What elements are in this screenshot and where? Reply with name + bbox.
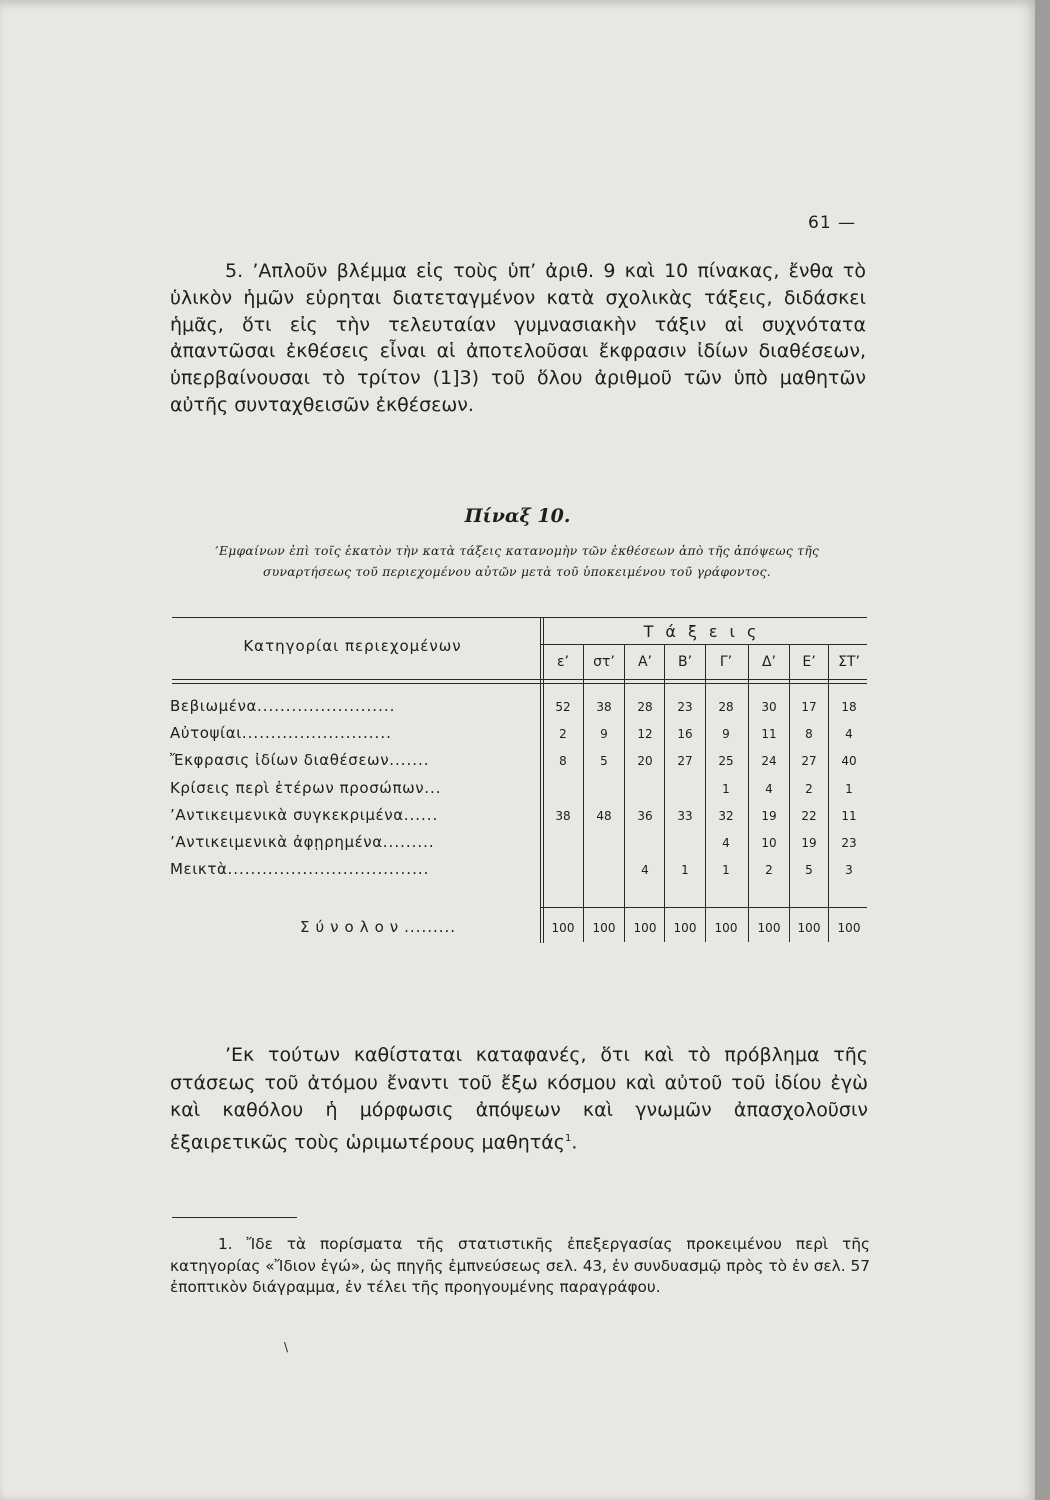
category-divider [540, 617, 541, 943]
col-divider [624, 645, 625, 942]
table-cell: 40 [841, 754, 857, 769]
footnote: 1. Ἴδε τὰ πορίσματα τῆς στατιστικῆς ἐπεξεργασίας προκειμένου περὶ τῆς κατηγορίας «Ἴδιον ἐγώ», ὡς πηγῆς ἐμπνεύσεως σελ. 43, ἐν συνδυασμῷ πρὸς τὸ ἐν σελ. 57 ἐποπτικὸν διάγραμμα, ἐν τέλει τῆς προηγουμένης παραγράφου. [170, 1235, 870, 1296]
page-number: 61 — [808, 213, 857, 233]
classes-header: Τάξεις [643, 622, 769, 641]
table-cell: 8 [805, 727, 813, 742]
total-row-label: Σύνολον......... [300, 918, 457, 936]
column-header: Α’ [637, 654, 653, 670]
column-header: ΣΤ’ [838, 654, 860, 670]
table-cell: 28 [718, 700, 734, 714]
table-cell: 4 [722, 836, 730, 850]
table-subtitle: ’Εμφαίνων ἐπὶ τοῖς ἑκατὸν τὴν κατὰ τάξεις κατανομὴν τῶν ἐκθέσεων ἀπὸ τῆς ἀπόψεως τῆς συναρτήσεως τοῦ περιεχομένου αὐτῶν μετὰ τοῦ ὑποκειμένου τοῦ γράφοντος. [214, 544, 820, 579]
table-cell: 28 [637, 700, 653, 714]
table-cell: 3 [845, 863, 853, 878]
table-cell: 52 [555, 700, 571, 714]
table-cell: 2 [559, 727, 567, 742]
classes-underline [541, 644, 867, 645]
table-cell: 11 [841, 808, 857, 823]
category-header: Κατηγορίαι περιεχομένων [243, 637, 462, 655]
total-cell: 100 [592, 921, 616, 935]
table-title: Πίναξ 10. [464, 505, 571, 527]
table-cell: 1 [722, 781, 730, 796]
column-header: Γ’ [719, 654, 733, 670]
table-cell: 11 [761, 727, 777, 742]
table-row-label: Μεικτὰ................................... [170, 860, 430, 879]
table-row-label: ’Αντικειμενικὰ συγκεκριμένα...... [170, 805, 439, 824]
table-cell: 20 [637, 754, 653, 769]
table-cell: 4 [765, 781, 773, 796]
table-cell: 4 [641, 863, 649, 878]
table-cell: 38 [555, 808, 571, 823]
total-cell: 100 [633, 921, 657, 935]
table-cell: 2 [805, 781, 813, 796]
total-cell: 100 [837, 921, 861, 935]
table-cell: 25 [718, 754, 734, 769]
paragraph-2: ’Εκ τούτων καθίσταται καταφανές, ὅτι καὶ τὸ πρόβλημα τῆς στάσεως τοῦ ἀτόμου ἔναντι τοῦ ἔξω κόσμου καὶ αὐτοῦ τοῦ ἰδίου ἐγὼ καὶ καθόλου ἡ μόρφωσις ἀπόψεων καὶ γνωμῶν ἀπασχολοῦσιν ἐξαιρετικῶς τοὺς ὡριμωτέρους μαθητάς$^1$. [170, 1044, 868, 1153]
table-row-label: Βεβιωμένα........................ [170, 697, 396, 715]
footnote-rule [172, 1217, 297, 1218]
table-cell: 8 [559, 754, 567, 769]
header-bottom-rule-2 [172, 683, 867, 684]
total-cell: 100 [673, 921, 697, 935]
table-cell: 19 [801, 836, 817, 850]
table-row-label: Ἔκφρασις ἰδίων διαθέσεων....... [170, 751, 430, 770]
table-cell: 33 [677, 808, 693, 823]
table-cell: 30 [761, 700, 777, 714]
total-cell: 100 [797, 921, 821, 935]
table-cell: 36 [637, 808, 653, 823]
table-cell: 24 [761, 754, 777, 769]
table-cell: 32 [718, 808, 734, 823]
table-cell: 9 [600, 727, 608, 742]
table-cell: 23 [677, 700, 693, 714]
column-header: Ε’ [802, 654, 816, 670]
total-cell: 100 [551, 921, 575, 935]
table-row-label: Αὐτοψίαι.......................... [170, 724, 392, 743]
footnote-marker: 1 [564, 1132, 572, 1144]
paragraph-1: 5. ’Απλοῦν βλέμμα εἰς τοὺς ὑπ’ ἀριθ. 9 καὶ 10 πίνακας, ἔνθα τὸ ὑλικὸν ἡμῶν εὑρηται διατεταγμένον κατὰ σχολικὰς τάξεις, διδάσκει ἡμᾶς, ὅτι εἰς τὴν τελευταίαν γυμνασιακὴν τάξιν αἱ συχνότατα ἀπαντῶσαι ἐκθέσεις εἶναι αἱ ἀποτελοῦσαι ἔκφρασιν ἰδίων διαθέσεων, ὑπερβαίνουσαι τὸ τρίτον (1]3) τοῦ ὅλου ἀριθμοῦ τῶν ὑπὸ μαθητῶν αὐτῆς συνταχθεισῶν ἐκθέσεων. [170, 260, 866, 416]
column-header: Δ’ [761, 654, 777, 670]
table-cell: 1 [845, 781, 853, 796]
col-divider [583, 645, 584, 942]
table-cell: 27 [677, 754, 693, 769]
table-cell: 22 [801, 808, 817, 823]
table-cell: 17 [801, 700, 817, 714]
column-header: ε’ [556, 654, 570, 670]
table-cell: 23 [841, 836, 857, 850]
table-cell: 19 [761, 808, 777, 823]
header-bottom-rule [172, 679, 867, 680]
total-cell: 100 [757, 921, 781, 935]
table-cell: 48 [596, 808, 612, 823]
table-row-label: ’Αντικειμενικὰ ἀφῃρημένα......... [170, 833, 435, 851]
table-cell: 18 [841, 700, 857, 714]
table-cell: 12 [637, 727, 653, 742]
table-row-label: Κρίσεις περὶ ἑτέρων προσώπων... [170, 778, 442, 797]
table-cell: 9 [722, 727, 730, 742]
printer-mark: \ [284, 1340, 289, 1354]
column-header: Β’ [677, 654, 693, 670]
table-cell: 27 [801, 754, 817, 769]
table-cell: 2 [765, 863, 773, 878]
page-edge [1035, 0, 1050, 1500]
totals-rule [541, 907, 867, 908]
table-cell: 1 [681, 863, 689, 878]
table-cell: 1 [722, 863, 730, 878]
table-cell: 38 [596, 700, 612, 714]
table-cell: 5 [805, 863, 813, 878]
total-cell: 100 [714, 921, 738, 935]
table-top-rule [172, 617, 867, 618]
table-cell: 5 [600, 754, 608, 769]
table-cell: 16 [677, 727, 693, 742]
col-divider [664, 645, 665, 942]
table-cell: 4 [845, 727, 853, 742]
table-cell: 10 [761, 836, 777, 850]
column-header: στ’ [593, 654, 615, 670]
